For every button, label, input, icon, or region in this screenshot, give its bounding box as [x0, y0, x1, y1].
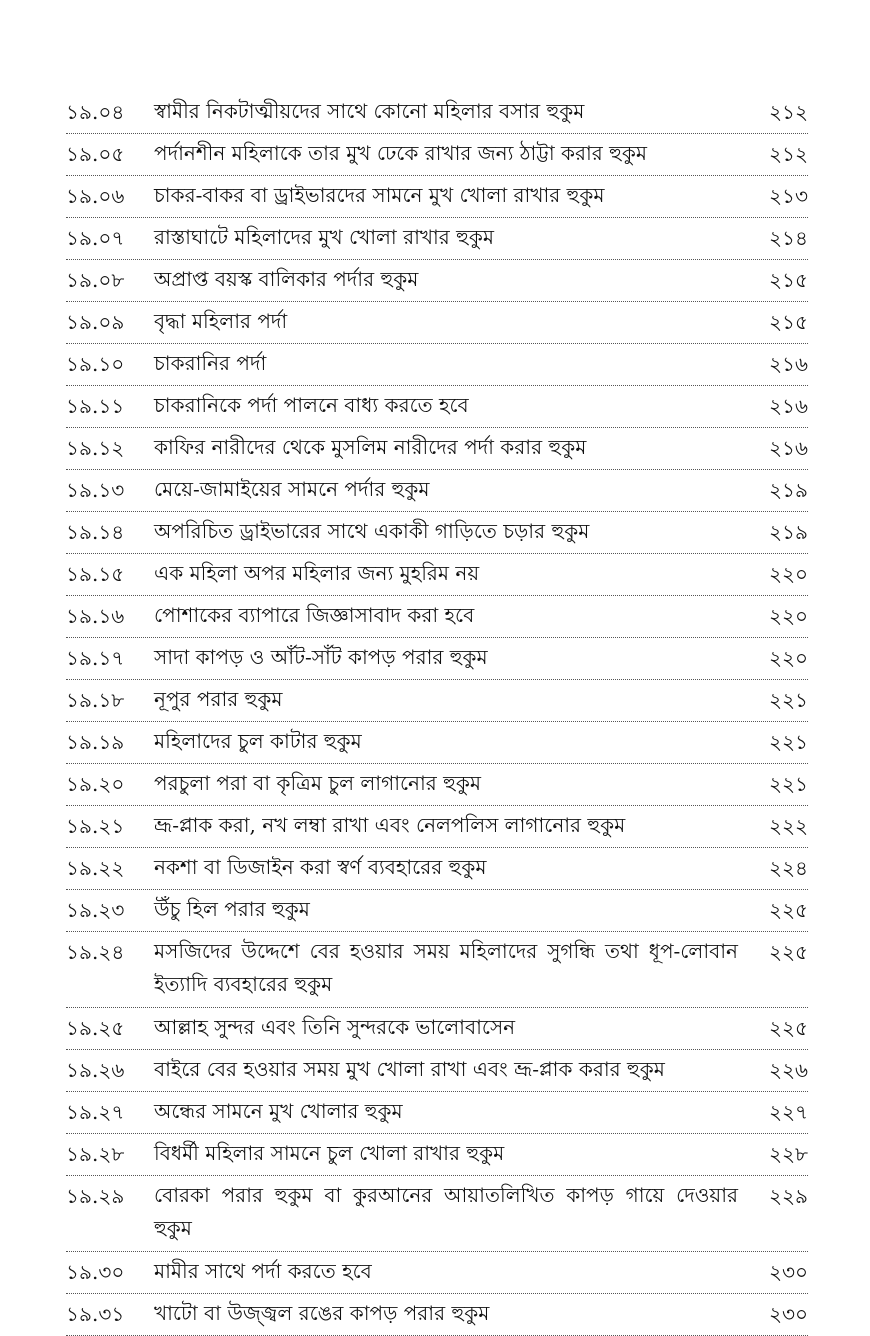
toc-entry	[66, 134, 808, 176]
entry-page: ২২৯	[769, 1184, 808, 1208]
entry-page: ২৩০	[768, 1302, 808, 1326]
entry-number: ১৯.০৪	[66, 100, 125, 124]
toc-entry	[66, 218, 808, 260]
entry-page: ২১৫	[769, 268, 808, 292]
entry-page: ২৩০	[768, 1260, 808, 1284]
toc-entry	[66, 596, 808, 638]
entry-number: ১৯.৩১	[66, 1302, 125, 1326]
toc-entry	[66, 932, 808, 1008]
entry-title: পরচুলা পরা বা কৃত্রিম চুল লাগানোর হুকুম	[154, 771, 481, 795]
entry-title: মসজিদের উদ্দেশে বের হওয়ার সময় মহিলাদের সুগন্ধি তথা ধূপ-লোবান ইত্যাদি ব্যবহারের হুকুম	[154, 939, 738, 996]
entry-title: সাদা কাপড় ও আঁট-সাঁট কাপড় পরার হুকুম	[154, 645, 488, 669]
entry-number: ১৯.২২	[66, 856, 125, 880]
entry-page: ২১২	[769, 100, 808, 124]
entry-number: ১৯.১৬	[66, 604, 125, 628]
entry-title: চাকর-বাকর বা ড্রাইভারদের সামনে মুখ খোলা রাখার হুকুম	[154, 183, 605, 207]
entry-number: ১৯.০৫	[66, 142, 125, 166]
toc-entry	[66, 260, 808, 302]
entry-title: বিধর্মী মহিলার সামনে চুল খোলা রাখার হুকুম	[154, 1141, 505, 1165]
entry-page: ২১৯	[769, 478, 808, 502]
entry-title: স্বামীর নিকটাত্মীয়দের সাথে কোনো মহিলার বসার হুকুম	[154, 99, 585, 123]
entry-page: ২১৯	[769, 520, 808, 544]
entry-title: নূপুর পরার হুকুম	[154, 687, 283, 711]
entry-page: ২২২	[768, 814, 808, 838]
toc-entry	[66, 302, 808, 344]
entry-page: ২২০	[768, 562, 808, 586]
entry-page: ২২৫	[769, 940, 808, 964]
entry-title: অপ্রাপ্ত বয়স্ক বালিকার পর্দার হুকুম	[154, 267, 419, 291]
entry-number: ১৯.২৬	[66, 1058, 125, 1082]
entry-number: ১৯.২৪	[66, 940, 125, 964]
entry-page: ২২৬	[768, 1058, 808, 1082]
toc-entry	[66, 722, 808, 764]
entry-number: ১৯.২৫	[66, 1016, 125, 1040]
entry-number: ১৯.১৩	[66, 478, 125, 502]
toc-entry	[66, 680, 808, 722]
entry-page: ২২০	[768, 646, 808, 670]
entry-page: ২১৬	[769, 352, 808, 376]
entry-number: ১৯.০৭	[66, 226, 125, 250]
entry-page: ২২১	[769, 772, 808, 796]
entry-number: ১৯.২০	[66, 772, 125, 796]
entry-number: ১৯.০৮	[66, 268, 125, 292]
entry-number: ১৯.০৬	[66, 184, 125, 208]
entry-page: ২২৫	[769, 1016, 808, 1040]
toc-entry	[66, 470, 808, 512]
toc-entry	[66, 344, 808, 386]
entry-title: উঁচু হিল পরার হুকুম	[154, 897, 310, 921]
entry-title: অপরিচিত ড্রাইভারের সাথে একাকী গাড়িতে চড়ার হুকুম	[154, 519, 590, 543]
entry-title: এক মহিলা অপর মহিলার জন্য মুহরিম নয়	[154, 561, 480, 585]
entry-number: ১৯.৩০	[66, 1260, 125, 1284]
entry-page: ২২৭	[768, 1100, 808, 1124]
entry-number: ১৯.২৩	[66, 898, 125, 922]
entry-page: ২১৬	[769, 394, 808, 418]
entry-number: ১৯.১০	[66, 352, 125, 376]
entry-title: নকশা বা ডিজাইন করা স্বর্ণ ব্যবহারের হুকুম	[154, 855, 487, 879]
entry-title: বৃদ্ধা মহিলার পর্দা	[154, 309, 288, 333]
toc-entry	[66, 554, 808, 596]
entry-title: অন্ধের সামনে মুখ খোলার হুকুম	[154, 1099, 403, 1123]
entry-page: ২২০	[768, 604, 808, 628]
entry-page: ২২৪	[769, 856, 808, 880]
entry-number: ১৯.১১	[66, 394, 125, 418]
table-of-contents	[66, 92, 808, 1336]
entry-title: চাকরানিকে পর্দা পালনে বাধ্য করতে হবে	[154, 393, 469, 417]
toc-entry	[66, 638, 808, 680]
toc-entry	[66, 386, 808, 428]
toc-entry	[66, 1294, 808, 1336]
entry-page: ২২১	[769, 730, 808, 754]
entry-page: ২২১	[769, 688, 808, 712]
entry-page: ২১২	[769, 142, 808, 166]
entry-title: পর্দানশীন মহিলাকে তার মুখ ঢেকে রাখার জন্য ঠাট্টা করার হুকুম	[154, 141, 648, 165]
toc-entry	[66, 764, 808, 806]
entry-number: ১৯.০৯	[66, 310, 125, 334]
toc-entry	[66, 92, 808, 134]
entry-number: ১৯.২৯	[66, 1184, 125, 1208]
toc-entry	[66, 176, 808, 218]
entry-title: খাটো বা উজ্জ্বল রঙের কাপড় পরার হুকুম	[154, 1301, 490, 1325]
entry-title: পোশাকের ব্যাপারে জিজ্ঞাসাবাদ করা হবে	[154, 603, 475, 627]
toc-entry	[66, 1008, 808, 1050]
entry-number: ১৯.১২	[66, 436, 125, 460]
toc-entry	[66, 1134, 808, 1176]
toc-entry	[66, 512, 808, 554]
toc-entry	[66, 806, 808, 848]
entry-title: রাস্তাঘাটে মহিলাদের মুখ খোলা রাখার হুকুম	[154, 225, 495, 249]
entry-number: ১৯.১৭	[66, 646, 125, 670]
entry-number: ১৯.১৮	[66, 688, 125, 712]
entry-title: মেয়ে-জামাইয়ের সামনে পর্দার হুকুম	[154, 477, 430, 501]
entry-number: ১৯.১৪	[66, 520, 125, 544]
entry-page: ২১৬	[769, 436, 808, 460]
entry-title: ভ্রূ-প্লাক করা, নখ লম্বা রাখা এবং নেলপলিস লাগানোর হুকুম	[154, 813, 626, 837]
entry-page: ২১৪	[769, 226, 808, 250]
entry-number: ১৯.২৭	[66, 1100, 125, 1124]
toc-entry	[66, 428, 808, 470]
entry-page: ২১৩	[769, 184, 808, 208]
entry-title: চাকরানির পর্দা	[154, 351, 267, 375]
toc-entry	[66, 890, 808, 932]
entry-title: মামীর সাথে পর্দা করতে হবে	[154, 1259, 372, 1283]
entry-page: ২২৮	[769, 1142, 808, 1166]
entry-title: বোরকা পরার হুকুম বা কুরআনের আয়াতলিখিত কাপড় গায়ে দেওয়ার হুকুম	[154, 1183, 738, 1240]
entry-page: ২১৫	[769, 310, 808, 334]
entry-title: কাফির নারীদের থেকে মুসলিম নারীদের পর্দা করার হুকুম	[154, 435, 587, 459]
entry-title: মহিলাদের চুল কাটার হুকুম	[154, 729, 362, 753]
toc-entry	[66, 1252, 808, 1294]
toc-entry	[66, 848, 808, 890]
toc-entry	[66, 1050, 808, 1092]
entry-number: ১৯.১৯	[66, 730, 125, 754]
entry-number: ১৯.১৫	[66, 562, 125, 586]
toc-entry	[66, 1176, 808, 1252]
entry-title: বাইরে বের হওয়ার সময় মুখ খোলা রাখা এবং ভ্রূ-প্লাক করার হুকুম	[154, 1057, 665, 1081]
entry-number: ১৯.২১	[66, 814, 125, 838]
entry-title: আল্লাহ সুন্দর এবং তিনি সুন্দরকে ভালোবাসেন	[154, 1015, 516, 1039]
toc-entry	[66, 1092, 808, 1134]
entry-page: ২২৫	[769, 898, 808, 922]
entry-number: ১৯.২৮	[66, 1142, 125, 1166]
